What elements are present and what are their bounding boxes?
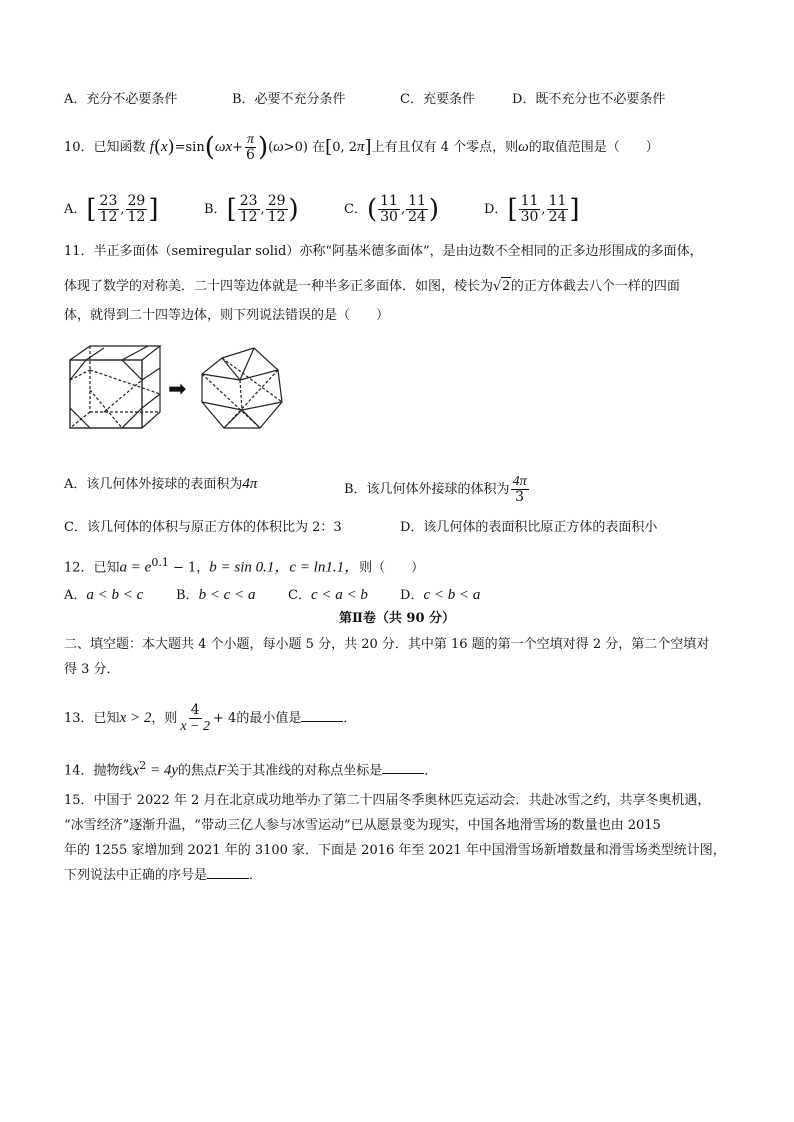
q13-den: x − 2 [180,719,211,734]
q11-line1: 11．半正多面体（semiregular solid）亦称“阿基米德多面体”，是由边数不全相同的正多边形围成的多面体， [64,244,703,259]
q14-eq-exp: 2 [139,759,147,772]
q10-c-label: C． [344,202,367,217]
q11-option-c: C．该几何体的体积与原正方体的体积比为 2：3 [64,520,342,535]
q12-a-exp: 0.1 [151,556,169,569]
q10-option-d: D．[ $\frac{11}{30}$ , $\frac{11}{24}$ ] [484,193,580,225]
q12-opt-a-value: a < b < c [86,587,144,603]
section2-intro-line2: 得 3 分． [64,662,120,677]
q9-option-a: A．充分不必要条件 [64,92,178,107]
q10-c-num1: 11 [380,193,398,209]
q14-prefix: 14．抛物线 [64,763,133,779]
q15-line4-text: 下列说法中正确的序号是 [64,868,208,883]
q11-opt-b-den: 3 [515,489,525,505]
q11-line2a: 体现了数学的对称美．二十四等边体就是一种半多正多面体．如图，棱长为 [64,279,494,294]
q14-F: F [217,762,227,779]
q11-opt-b-num: 4π [512,474,527,489]
section2-title: 第Ⅱ卷（共 90 分） [338,611,456,626]
q10-option-a: A．[ $\frac{23}{12}$ , $\frac{29}{12}$ ] [64,193,159,225]
q13-tail: 的最小值是 [236,711,302,726]
q14-mid: 的焦点 [178,763,218,779]
q10-pi-over-6: $\frac{\pi}{6}$ [246,132,255,163]
q12-prefix: 12．已知 [64,560,120,576]
q10-d-num1: 11 [520,193,539,209]
q11-option-b [344,474,530,505]
q14-stem [64,756,437,781]
q10-omega: ω [518,139,529,155]
q10-function: f [149,139,154,155]
q10-b-den1: 12 [239,209,258,225]
q10-a-num1: 23 [99,193,118,209]
q10-b-num2: 29 [267,193,286,209]
q12-option-d [400,585,480,606]
q10-d-num2: 11 [548,193,567,209]
q12-opt-b-value: b < c < a [198,587,256,603]
q9-option-c: C．充要条件 [400,92,475,107]
q9-option-b: B．必要不充分条件 [232,92,346,107]
q13-answer-blank[interactable] [301,709,343,722]
q13-stem [64,703,356,734]
cube-diagram [70,346,160,428]
q10-b-label: B． [204,202,227,217]
q12-option-a [64,585,143,606]
q11-opt-a-value: 4π [242,476,258,492]
q10-a-num2: 29 [127,193,146,209]
q10-d-den2: 24 [548,209,567,225]
q13-plus: + 4 [213,711,237,726]
q11-line2b: 的正方体截去八个一样的四面 [510,279,680,294]
q10-d-den1: 30 [520,209,539,225]
q10-option-b: B．[ $\frac{23}{12}$ , $\frac{29}{12}$ ) [204,193,299,225]
q10-c-den1: 30 [380,209,398,225]
q12-tail: 则（ ） [359,560,425,576]
q14-eq: x [132,762,140,779]
q10-d-label: D． [484,202,508,217]
q13-mid: ，则 [151,711,178,726]
arrow-icon: ➡ [168,376,187,401]
q15-line2: “冰雪经济”逐渐升温，“带动三亿人参与冰雪运动”已从愿景变为现实，中国各地滑雪场的数量也由 2015 [64,818,661,833]
q10-suffix: 上有且仅有 4 个零点，则 [371,140,519,155]
q10-a-den1: 12 [99,209,118,225]
q10-stem: 10．已知函数 f(x)=sin(ωx+ $\frac{\pi}{6}$ )(ω>0) 在[0, 2π]上有且仅有 4 个零点，则ω的取值范围是（ ） [64,132,659,163]
q10-c-num2: 11 [408,193,426,209]
q13-end: ． [343,711,357,726]
q11-line2: 体现了数学的对称美．二十四等边体就是一种半多正多面体．如图，棱长为√2的正方体截去八个一样的四面 [64,278,680,294]
q15-answer-blank[interactable] [207,866,249,879]
q15-line3: 年的 1255 家增加到 2021 年的 3100 家．下面是 2016 年至 2021 年中国滑雪场新增数量和滑雪场类型统计图， [64,843,726,858]
q12-a-tail: − 1， [168,560,210,576]
q11-sqrt: 2 [502,278,510,294]
q12-option-b [176,585,255,606]
q12-opt-a-label: A． [64,588,87,603]
q11-figure [64,340,294,436]
q10-tail: 的取值范围是（ ） [528,140,659,155]
q15-line4 [64,866,262,886]
q10-prefix: 10．已知函数 [64,140,146,155]
q10-on: 在 [312,140,326,155]
q13-fraction [178,703,212,734]
cuboctahedron-diagram [202,348,282,428]
q11-option-d: D．该几何体的表面积比原正方体的表面积小 [400,520,658,535]
q13-prefix: 13．已知 [64,711,120,726]
q14-tail: 关于其准线的对称点坐标是 [226,763,383,779]
q12-opt-b-label: B． [176,588,199,603]
q11-option-a [64,474,257,495]
q14-answer-blank[interactable] [382,761,424,774]
q10-option-c: C．( $\frac{11}{30}$ , $\frac{11}{24}$ ) [344,193,440,225]
q11-opt-a-text: A．该几何体外接球的表面积为 [64,477,243,492]
section2-intro-line1: 二、填空题：本大题共 4 个小题，每小题 5 分，共 20 分．其中第 16 题的第一个空填对得 2 分，第二个空填对 [64,637,710,652]
q10-b-den2: 12 [267,209,286,225]
q10-a-den2: 12 [127,209,146,225]
q13-condition: x > 2 [119,710,152,726]
q15-end: ． [249,868,263,883]
q13-num: 4 [190,702,200,718]
q12-opt-d-value: c < b < a [423,587,481,603]
q12-opt-d-label: D． [400,588,424,603]
q10-b-num1: 23 [239,193,258,209]
q15-line1: 15．中国于 2022 年 2 月在北京成功地举办了第二十四届冬季奥林匹克运动会．共赴冰雪之约，共享冬奥机遇， [64,793,711,808]
q14-eq-tail: = 4y [146,762,178,779]
q11-line3: 体，就得到二十四等边体，则下列说法错误的是（ ） [64,308,390,323]
q10-a-label: A． [64,202,87,217]
q12-option-c [288,585,368,606]
q12-opt-c-value: c < a < b [310,587,368,603]
q12-opt-c-label: C． [288,588,311,603]
q12-stem [64,553,424,578]
q10-c-den2: 24 [408,209,426,225]
q12-b: b = sin 0.1， [209,559,290,576]
q12-a: a = e [119,559,152,576]
q9-option-d: D．既不充分也不必要条件 [512,92,666,107]
q12-c: c = ln1.1， [289,559,360,576]
q11-opt-b-text: B．该几何体外接球的体积为 [344,482,510,497]
q14-end: ． [424,763,438,779]
